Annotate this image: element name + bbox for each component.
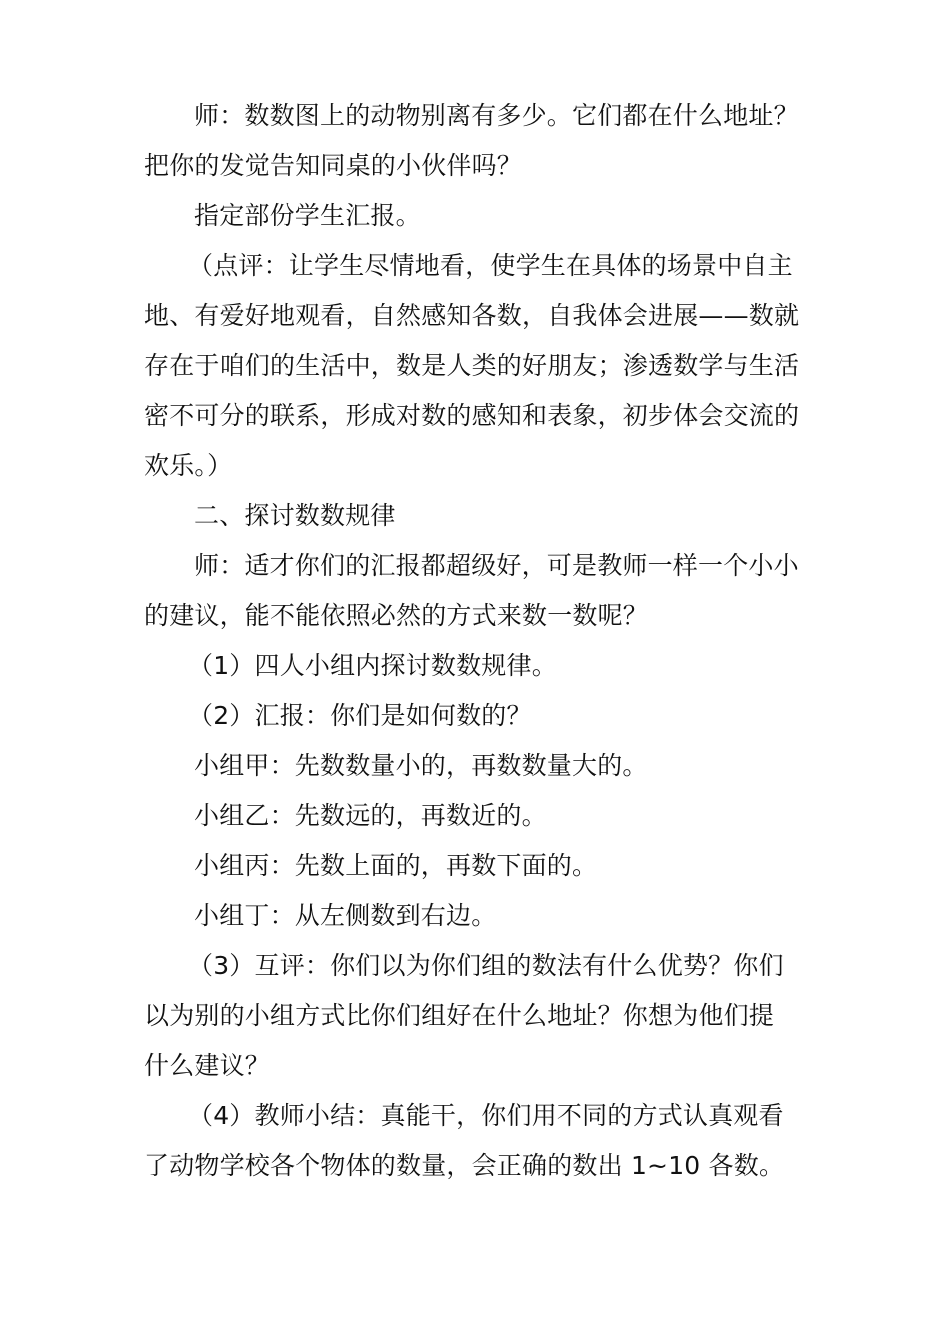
paragraph-line: 师：适才你们的汇报都超级好，可是教师一样一个小小 <box>194 551 799 580</box>
paragraph-line: 地、有爱好地观看，自然感知各数，自我体会进展——数就 <box>144 301 800 330</box>
paragraph-line: 欢乐。） <box>144 451 233 480</box>
paragraph-line: 小组丁：从左侧数到右边。 <box>194 901 497 930</box>
paragraph-line: （1）四人小组内探讨数数规律。 <box>188 651 557 680</box>
paragraph-line: 以为别的小组方式比你们组好在什么地址？你想为他们提 <box>144 1001 775 1030</box>
paragraph-line: 密不可分的联系，形成对数的感知和表象，初步体会交流的 <box>144 401 800 430</box>
paragraph-line: 存在于咱们的生活中，数是人类的好朋友；渗透数学与生活 <box>144 351 800 380</box>
paragraph-line: （2）汇报：你们是如何数的？ <box>188 701 532 730</box>
document-body <box>144 91 812 1191</box>
section-heading: 二、探讨数数规律 <box>194 501 396 530</box>
paragraph-line: 的建议，能不能依照必然的方式来数一数呢？ <box>144 601 649 630</box>
paragraph-line: 小组丙：先数上面的，再数下面的。 <box>194 851 598 880</box>
paragraph-line: 师：数数图上的动物别离有多少。它们都在什么地址？ <box>194 101 799 130</box>
paragraph-line: 指定部份学生汇报。 <box>194 201 421 230</box>
paragraph-line: 把你的发觉告知同桌的小伙伴吗？ <box>144 151 523 180</box>
paragraph-line: （3）互评：你们以为你们组的数法有什么优势？你们 <box>188 951 784 980</box>
paragraph-line: 什么建议？ <box>144 1051 271 1080</box>
paragraph-line: 小组乙：先数远的，再数近的。 <box>194 801 547 830</box>
paragraph-line: （4）教师小结：真能干，你们用不同的方式认真观看 <box>188 1101 784 1130</box>
paragraph-line: 小组甲：先数数量小的，再数数量大的。 <box>194 751 648 780</box>
paragraph-line: 了动物学校各个物体的数量，会正确的数出 1~10 各数。 <box>144 1151 785 1180</box>
paragraph-line: （点评：让学生尽情地看，使学生在具体的场景中自主 <box>188 251 793 280</box>
